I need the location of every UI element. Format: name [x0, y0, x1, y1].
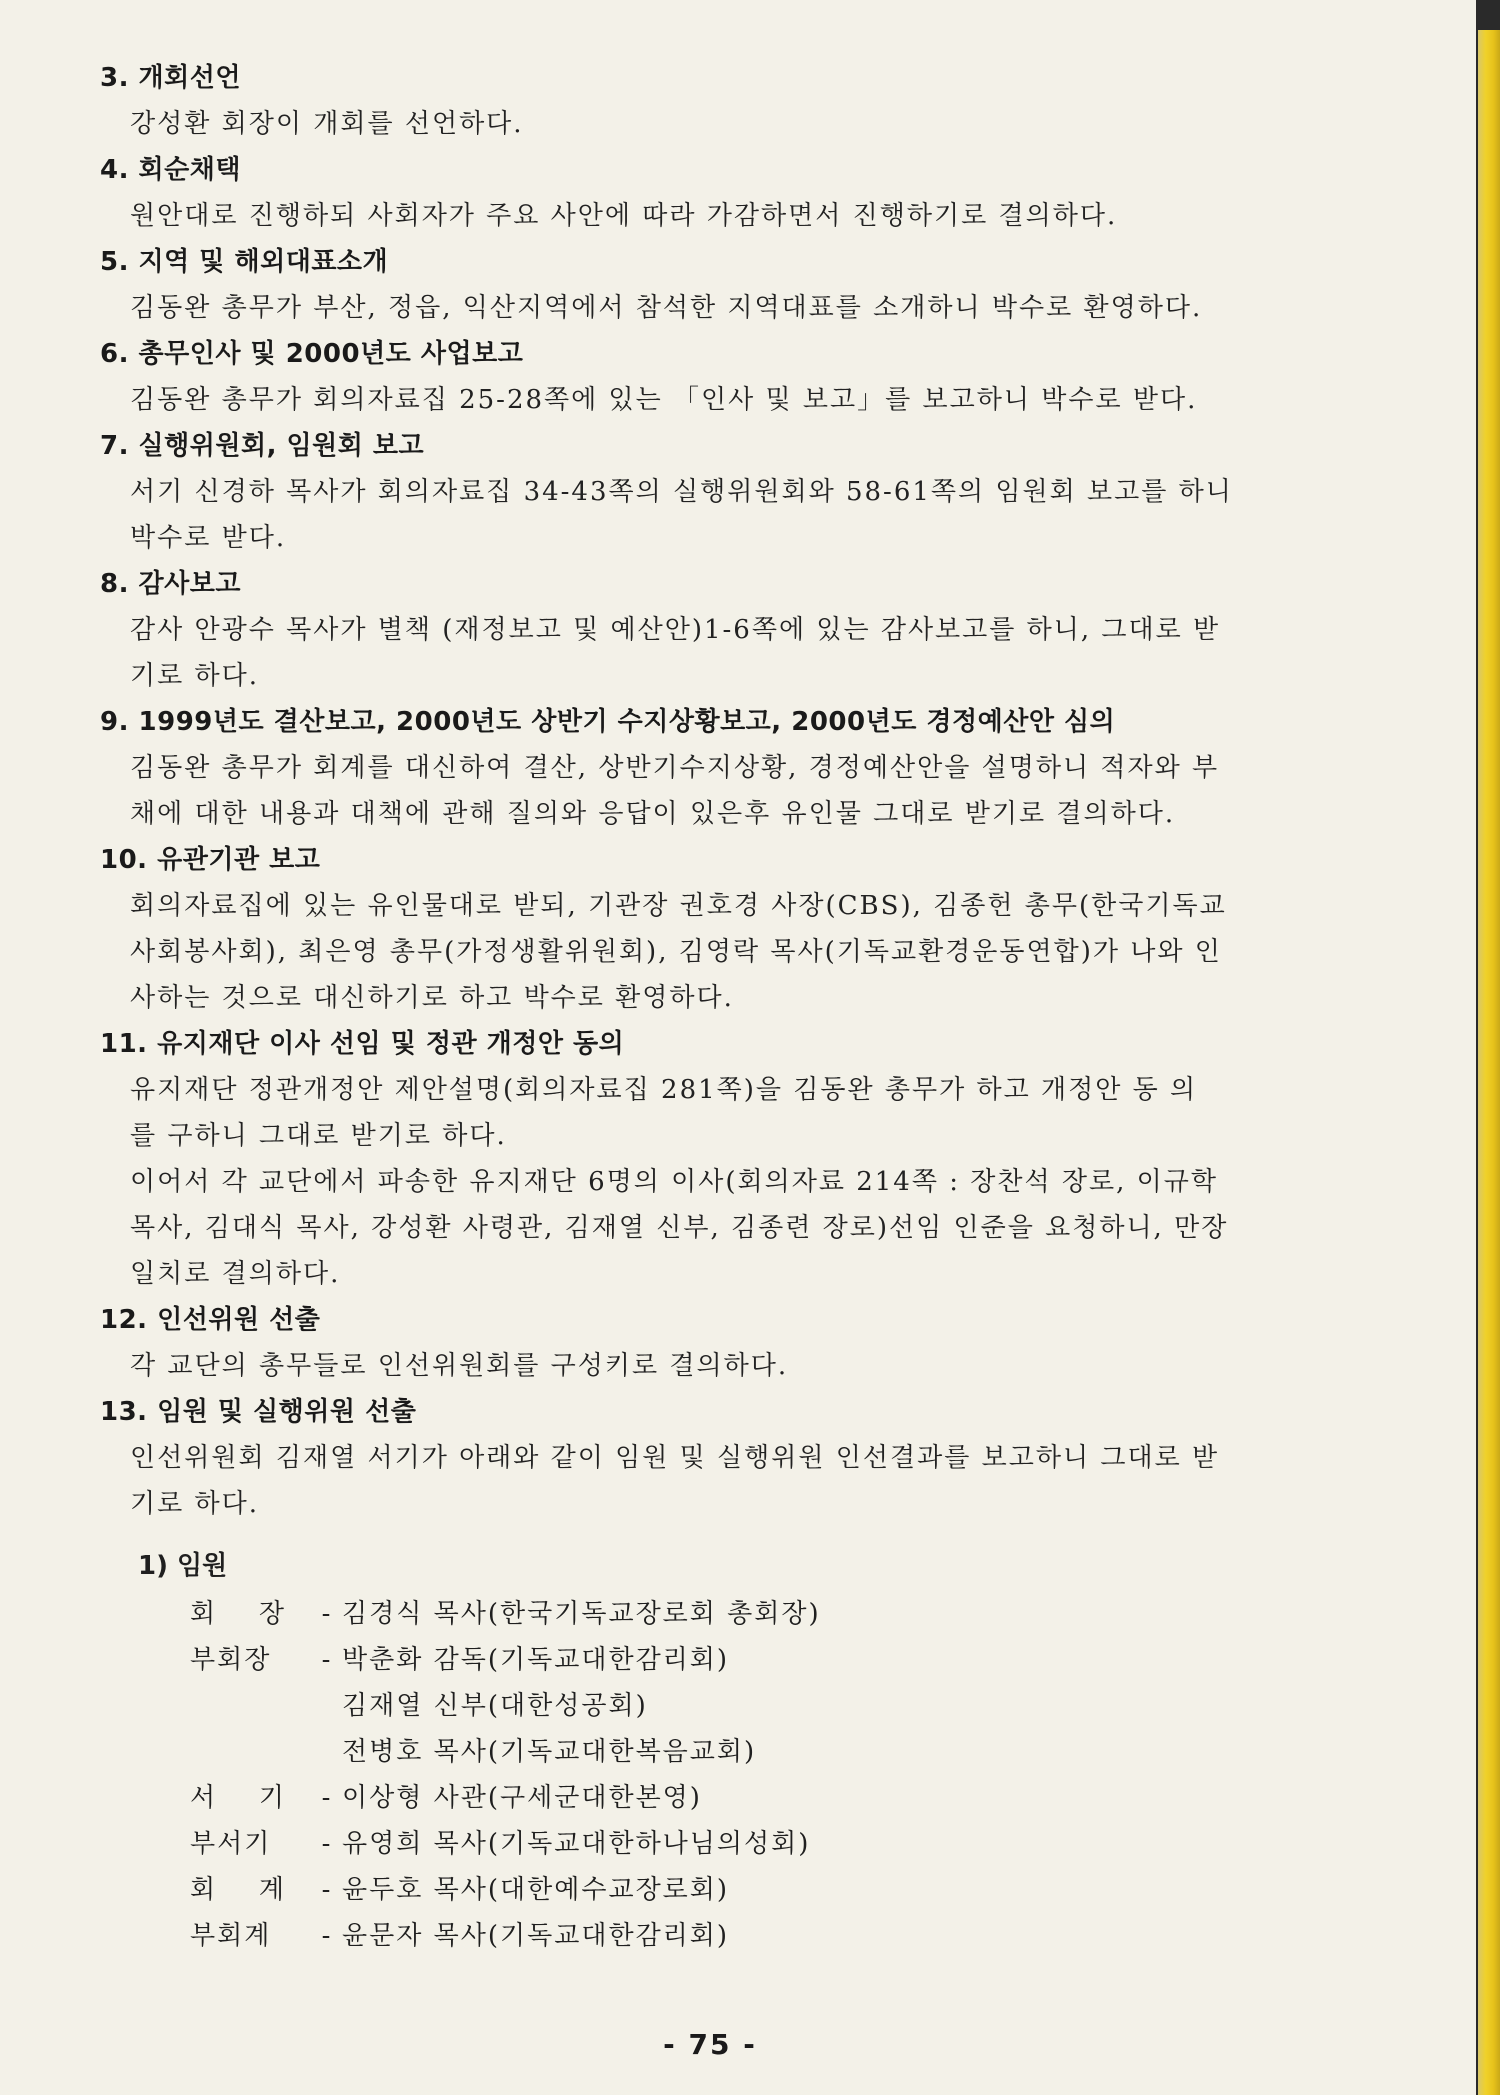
- officer-row: [190, 1867, 1320, 1913]
- section-text-line: 서기 신경하 목사가 회의자료집 34-43쪽의 실행위원회와 58-61쪽의 임원회 보고를 하니: [130, 477, 1233, 507]
- officer-row: [190, 1821, 1320, 1867]
- officer-role-char: 장: [258, 1599, 286, 1629]
- officer-name: 김재열 신부(대한성공회): [342, 1691, 648, 1721]
- section-block: [100, 423, 1320, 561]
- officer-name: 박춘화 감독(기독교대한감리회): [342, 1645, 730, 1675]
- section-block: [100, 147, 1320, 239]
- section-heading: 10. 유관기관 보고: [100, 845, 321, 875]
- officer-role-char: 회: [190, 1875, 218, 1905]
- section-text-line: 유지재단 정관개정안 제안설명(회의자료집 281쪽)을 김동완 총무가 하고 개정안 동 의: [130, 1075, 1198, 1105]
- section-heading: 11. 유지재단 이사 선임 및 정관 개정안 동의: [100, 1029, 625, 1059]
- section-text-line: 김동완 총무가 회의자료집 25-28쪽에 있는 「인사 및 보고」를 보고하니 박수로 받다.: [130, 385, 1198, 415]
- officer-role: 부회장: [190, 1645, 272, 1675]
- section-heading: 3. 개회선언: [100, 63, 241, 93]
- section-text-line: 회의자료집에 있는 유인물대로 받되, 기관장 권호경 사장(CBS), 김종헌 총무(한국기독교: [130, 891, 1227, 921]
- officer-role-char: 서: [190, 1783, 218, 1813]
- section-text-line: 김동완 총무가 회계를 대신하여 결산, 상반기수지상황, 경정예산안을 설명하니 적자와 부: [130, 753, 1220, 783]
- officer-role: [190, 1867, 286, 1913]
- section-heading: 12. 인선위원 선출: [100, 1305, 321, 1335]
- officer-role: [190, 1729, 312, 1775]
- section-text-line: 기로 하다.: [130, 661, 259, 691]
- officer-role: [190, 1591, 286, 1637]
- section-heading: 7. 실행위원회, 임원회 보고: [100, 431, 425, 461]
- section-text-line: 채에 대한 내용과 대책에 관해 질의와 응답이 있은후 유인물 그대로 받기로 결의하다.: [130, 799, 1176, 829]
- document-body: [100, 55, 1320, 1959]
- officer-dash: -: [321, 1875, 333, 1905]
- page-binding-edge: [1476, 0, 1500, 2095]
- section-heading: 5. 지역 및 해외대표소개: [100, 247, 389, 277]
- section-heading: 13. 임원 및 실행위원 선출: [100, 1397, 417, 1427]
- section-heading: 4. 회순채택: [100, 155, 241, 185]
- officer-dash: -: [321, 1645, 333, 1675]
- minutes-sections: [100, 55, 1320, 1527]
- section-text-line: 감사 안광수 목사가 별책 (재정보고 및 예산안)1-6쪽에 있는 감사보고를 하니, 그대로 받: [130, 615, 1221, 645]
- officer-row: [190, 1637, 1320, 1683]
- officer-role: 부회계: [190, 1921, 272, 1951]
- officer-name: 김경식 목사(한국기독교장로회 총회장): [342, 1599, 821, 1629]
- section-text-line: 사회봉사회), 최은영 총무(가정생활위원회), 김영락 목사(기독교환경운동연합)가 나와 인: [130, 937, 1222, 967]
- section-text-line: 이어서 각 교단에서 파송한 유지재단 6명의 이사(회의자료 214쪽 : 장찬석 장로, 이규학: [130, 1167, 1218, 1197]
- officers-title: 1) 임원: [138, 1551, 228, 1581]
- officer-dash: -: [321, 1783, 333, 1813]
- page-binding-edge-top: [1478, 0, 1500, 30]
- section-block: [100, 1021, 1320, 1297]
- section-block: [100, 837, 1320, 1021]
- officers-section: [100, 1541, 1320, 1959]
- officer-name: 유영희 목사(기독교대한하나님의성회): [342, 1829, 811, 1859]
- section-block: [100, 55, 1320, 147]
- section-heading: 9. 1999년도 결산보고, 2000년도 상반기 수지상황보고, 2000년도 경정예산안 심의: [100, 707, 1116, 737]
- officer-row: [190, 1775, 1320, 1821]
- section-text-line: 일치로 결의하다.: [130, 1259, 341, 1289]
- section-text-line: 원안대로 진행하되 사회자가 주요 사안에 따라 가감하면서 진행하기로 결의하다.: [130, 201, 1118, 231]
- officers-roster: [190, 1591, 1320, 1959]
- section-text-line: 각 교단의 총무들로 인선위원회를 구성키로 결의하다.: [130, 1351, 789, 1381]
- section-block: [100, 239, 1320, 331]
- officer-dash: -: [321, 1829, 333, 1859]
- section-text-line: 인선위원회 김재열 서기가 아래와 같이 임원 및 실행위원 인선결과를 보고하니 그대로 받: [130, 1443, 1220, 1473]
- section-block: [100, 699, 1320, 837]
- officer-row: [190, 1591, 1320, 1637]
- section-text-line: 김동완 총무가 부산, 정읍, 익산지역에서 참석한 지역대표를 소개하니 박수로 환영하다.: [130, 293, 1203, 323]
- officer-row: [190, 1729, 1320, 1775]
- officer-role: [190, 1683, 312, 1729]
- officer-name: 이상형 사관(구세군대한본영): [342, 1783, 702, 1813]
- section-heading: 6. 총무인사 및 2000년도 사업보고: [100, 339, 524, 369]
- officer-name: 윤문자 목사(기독교대한감리회): [342, 1921, 730, 1951]
- page-number: - 75 -: [663, 2028, 757, 2061]
- officer-dash: [312, 1729, 342, 1775]
- officer-role: [190, 1775, 286, 1821]
- section-text-line: 강성환 회장이 개회를 선언하다.: [130, 109, 524, 139]
- officer-role: 부서기: [190, 1829, 272, 1859]
- officer-name: 윤두호 목사(대한예수교장로회): [342, 1875, 730, 1905]
- officer-row: [190, 1683, 1320, 1729]
- section-text-line: 기로 하다.: [130, 1489, 259, 1519]
- section-text-line: 목사, 김대식 목사, 강성환 사령관, 김재열 신부, 김종련 장로)선임 인준을 요청하니, 만장: [130, 1213, 1229, 1243]
- officer-row: [190, 1913, 1320, 1959]
- officer-dash: -: [321, 1921, 333, 1951]
- section-block: [100, 331, 1320, 423]
- officer-role-char: 회: [190, 1599, 218, 1629]
- section-block: [100, 561, 1320, 699]
- officer-dash: -: [321, 1599, 333, 1629]
- officer-role-char: 계: [258, 1875, 286, 1905]
- officer-name: 전병호 목사(기독교대한복음교회): [342, 1737, 757, 1767]
- section-block: [100, 1389, 1320, 1527]
- section-text-line: 사하는 것으로 대신하기로 하고 박수로 환영하다.: [130, 983, 734, 1013]
- officer-dash: [312, 1683, 342, 1729]
- section-block: [100, 1297, 1320, 1389]
- section-text-line: 를 구하니 그대로 받기로 하다.: [130, 1121, 507, 1151]
- section-text-line: 박수로 받다.: [130, 523, 287, 553]
- officer-role-char: 기: [258, 1783, 286, 1813]
- section-heading: 8. 감사보고: [100, 569, 241, 599]
